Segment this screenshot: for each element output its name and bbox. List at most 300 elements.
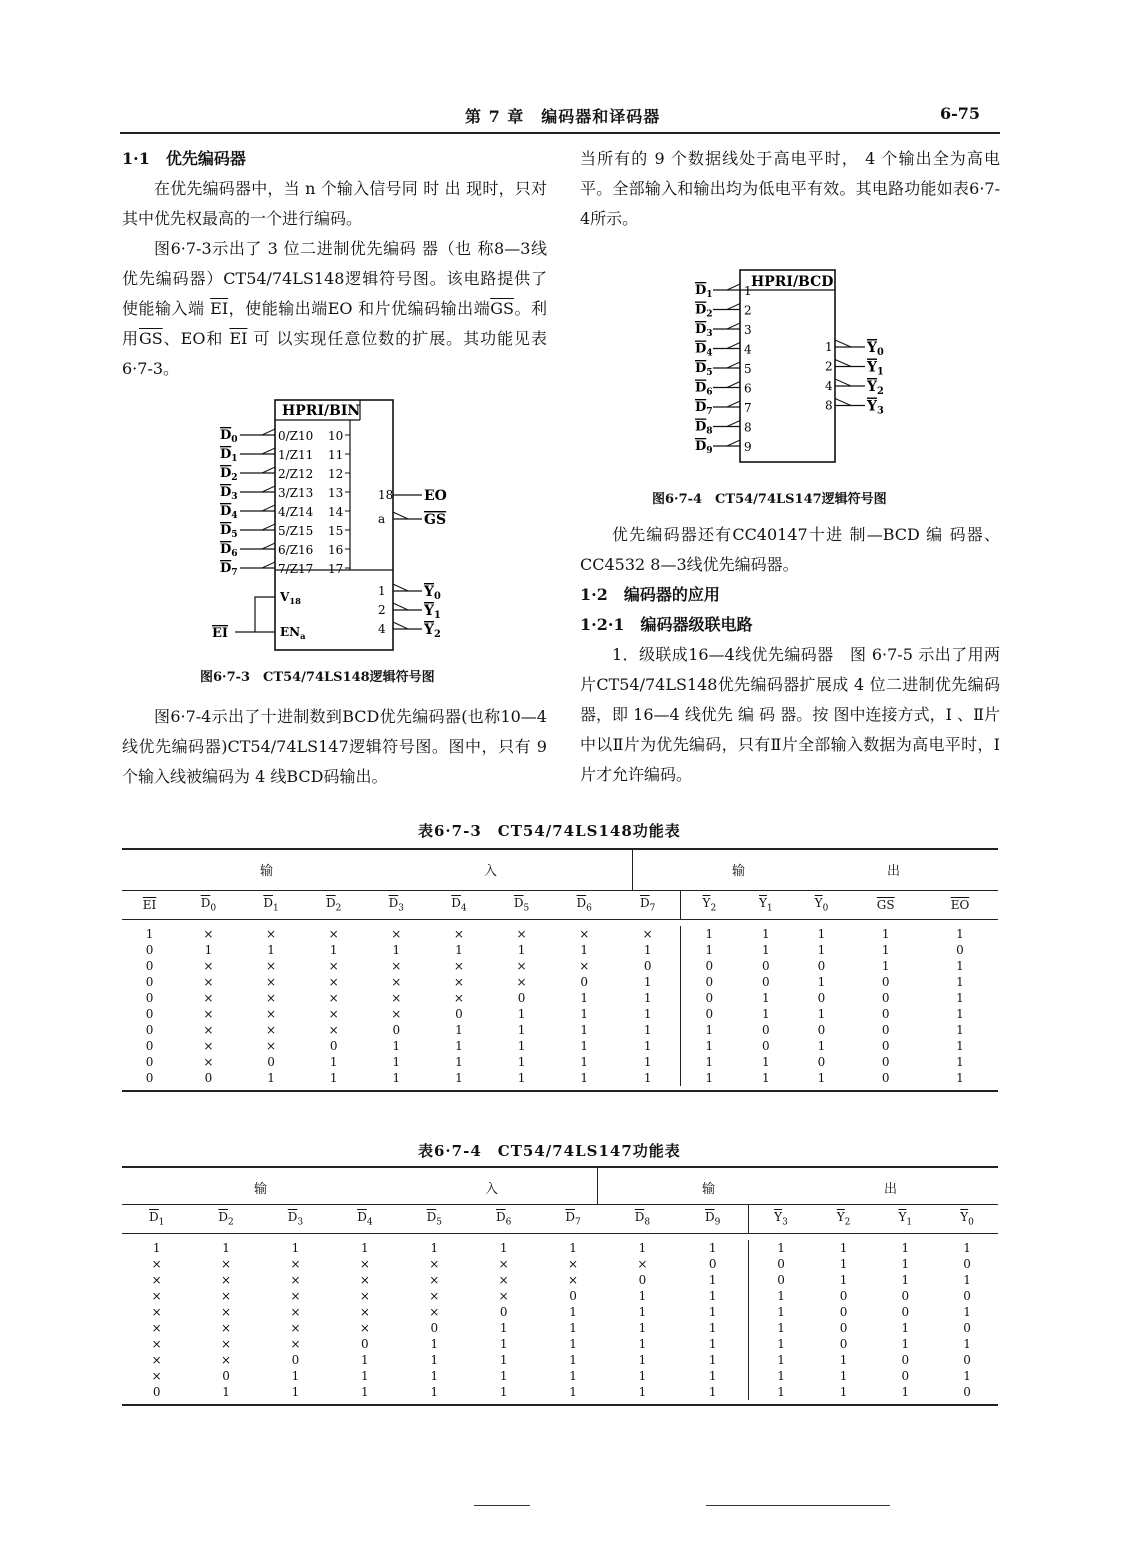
table-cell: × bbox=[203, 975, 214, 989]
ls147-pin: 1 bbox=[744, 284, 752, 298]
table-cell: 1 bbox=[901, 1321, 910, 1335]
ls147-pin: 9 bbox=[744, 440, 752, 454]
table-header-cell: $\overline{EI}$ bbox=[122, 891, 177, 920]
table-header-cell: $\overline{D}_7$ bbox=[538, 1205, 607, 1234]
table-cell: × bbox=[568, 1273, 579, 1287]
table-cell: 1 bbox=[616, 1070, 681, 1086]
table-cell: 0 bbox=[705, 1007, 714, 1021]
table-cell: 0 bbox=[881, 975, 890, 989]
table-cell: 1 bbox=[901, 1257, 910, 1271]
table-cell: × bbox=[498, 1289, 509, 1303]
table-cell: × bbox=[637, 1257, 648, 1271]
table-cell: 1 bbox=[569, 1305, 577, 1319]
ls148-out-pin: 18 bbox=[378, 488, 394, 502]
table-cell: 1 bbox=[455, 943, 463, 957]
table-cell: 0 bbox=[677, 1256, 749, 1272]
table-cell: 1 bbox=[569, 1337, 577, 1351]
ls148-input-d1: $D_1$ bbox=[220, 447, 238, 464]
section-heading-1-2-1: 1·2·1 编码器级联电路 bbox=[580, 615, 753, 634]
table-cell: 1 bbox=[499, 1241, 508, 1255]
ls148-inputs bbox=[212, 428, 350, 641]
table-cell: 1 bbox=[580, 1007, 589, 1021]
table-cell: 1 bbox=[956, 1071, 964, 1085]
table-cell: 0 bbox=[817, 1055, 826, 1069]
table-header-cell: $\overline{D}_0$ bbox=[177, 891, 240, 920]
table-cell: 1 bbox=[638, 1337, 647, 1351]
table-cell: 1 bbox=[761, 1007, 770, 1021]
table-cell: 1 bbox=[956, 991, 964, 1005]
table-cell: 0 bbox=[963, 1289, 971, 1303]
table-cell: 0 bbox=[963, 1257, 971, 1271]
figure-ls148-symbol bbox=[200, 395, 480, 655]
table-cell: 0 bbox=[145, 975, 154, 989]
table-cell: 1 bbox=[881, 959, 890, 973]
table-cell: × bbox=[328, 975, 339, 989]
ls148-input-d0: $D_0$ bbox=[220, 428, 238, 445]
table-cell: × bbox=[265, 1039, 277, 1053]
table-cell: 1 bbox=[455, 1023, 463, 1037]
table-cell: 1 bbox=[705, 1055, 714, 1069]
table-cell: × bbox=[359, 1273, 370, 1287]
table-cell: × bbox=[203, 991, 214, 1005]
table-cell: 1 bbox=[817, 975, 826, 989]
table-cell: × bbox=[203, 1055, 214, 1069]
table-cell: 1 bbox=[329, 1071, 338, 1085]
table-cell: × bbox=[151, 1273, 162, 1287]
table4-title: 表6·7-4 CT54/74LS147功能表 bbox=[418, 1142, 681, 1160]
table4: 输 入 输 出 $\overline{D}_1$ $\overline{D}_2$ $\overline{D}_3$ $\overline{D}_4$ $\overline{D}_5$ $\overline{D}_6$ $\overline{D}_7$ $\overline{D}_8$ $\overline{D}_9$ $\overline{Y}_3$ $\overline{Y}_2$ $\overline{Y}_1$ $\overline{Y}_0$ 1 1 1 1 1 1 1 1 1 1 1 1 1 × × × × × × × × 0 0 1 1 0 × × × × × × × 0 1 0 1 1 1 × × × × × × 0 1 1 1 0 0 0 × × × × × 0 1 1 1 1 0 0 1 × × × × 0 1 1 1 1 1 0 1 0 × × × 0 1 1 1 1 1 1 0 1 1 × × 0 1 1 1 1 1 1 1 1 0 0 × 0 1 1 1 1 1 1 1 1 1 0 1 0 1 1 1 1 1 1 1 1 1 1 1 0 bbox=[122, 1166, 998, 1406]
table-cell: 1 bbox=[616, 1054, 681, 1070]
ls147-outputs bbox=[825, 340, 884, 417]
table-header-cell: $\overline{D}_3$ bbox=[261, 1205, 330, 1234]
table-cell: 0 bbox=[963, 1353, 971, 1367]
table-cell: 1 bbox=[677, 1384, 749, 1400]
ls148-z-label: 13 bbox=[328, 486, 344, 500]
table-cell: 1 bbox=[222, 1385, 230, 1399]
table-cell: 1 bbox=[430, 1241, 439, 1255]
ls147-pin: 2 bbox=[744, 303, 752, 318]
table-cell: × bbox=[516, 959, 527, 973]
table-cell: 1 bbox=[839, 1241, 848, 1255]
table-cell: 1 bbox=[430, 1369, 439, 1383]
ls148-output-y0: $Y_0$ bbox=[424, 584, 441, 602]
table-header-cell: $\overline{Y}_1$ bbox=[874, 1205, 936, 1234]
ls148-title: HPRI/BIN bbox=[282, 403, 361, 419]
table-cell: 1 bbox=[580, 991, 589, 1005]
ls148-z-label: 15 bbox=[328, 524, 344, 538]
table-cell: × bbox=[579, 927, 590, 941]
table-row bbox=[122, 1240, 998, 1256]
table-row bbox=[122, 1320, 998, 1336]
ls147-pin: 3 bbox=[744, 323, 752, 337]
table-row bbox=[122, 1336, 998, 1352]
ls148-out-pin: 4 bbox=[378, 622, 386, 636]
table-header-cell: $\overline{D}_6$ bbox=[553, 891, 616, 920]
paragraph-fig4-intro: 图6·7-4示出了十进制数到BCD优先编码器(也称10—4线优先编码器)CT54/74LS147逻辑符号图。图中，只有 9 个输入线被编码为 4 线BCD码输出。 bbox=[122, 707, 547, 786]
ls147-output-y1: $Y_1$ bbox=[867, 359, 884, 378]
table-cell: 1 bbox=[361, 1353, 369, 1367]
caption-fig-6-7-3: 图6·7-3 CT54/74LS148逻辑符号图 bbox=[200, 670, 435, 685]
table-cell: × bbox=[290, 1289, 301, 1303]
ls147-output-y3: $Y_3$ bbox=[867, 398, 884, 417]
table-cell: 1 bbox=[956, 1023, 964, 1037]
ls148-z-label: 10 bbox=[328, 429, 344, 443]
ls148-pin-label: 5/Z15 bbox=[278, 524, 314, 538]
table-cell: 1 bbox=[291, 1241, 300, 1255]
table-cell: 1 bbox=[580, 1023, 589, 1037]
table-cell: 1 bbox=[580, 1071, 589, 1085]
table-row bbox=[122, 1384, 998, 1400]
ls148-z-label: 12 bbox=[328, 467, 344, 481]
table-cell: × bbox=[265, 991, 277, 1005]
table-row bbox=[122, 958, 998, 974]
table-cell: 1 bbox=[361, 1385, 369, 1399]
table-cell: 1 bbox=[677, 1288, 749, 1304]
table-cell: 1 bbox=[499, 1337, 508, 1351]
table-cell: × bbox=[429, 1273, 440, 1287]
table-cell: 1 bbox=[817, 927, 826, 941]
table-header-cell: $\overline{D}_9$ bbox=[677, 1205, 749, 1234]
table-cell: 0 bbox=[881, 991, 890, 1005]
paragraph-all-high: 当所有的 9 个数据线处于高电平时， 4 个输出全为高电平。全部输入和输出均为低电平有效。其电路功能如表6·7-4所示。 bbox=[580, 149, 1000, 228]
table-cell: 0 bbox=[145, 1007, 154, 1021]
ls148-pin-label: 0/Z10 bbox=[278, 429, 314, 443]
table-cell: 1 bbox=[638, 1385, 647, 1399]
ls148-output-y1: $Y_1$ bbox=[424, 603, 441, 621]
ls147-pin: 8 bbox=[744, 420, 752, 435]
table-cell: × bbox=[516, 927, 527, 941]
table-cell: 1 bbox=[580, 1055, 589, 1069]
caption-fig-6-7-4: 图6·7-4 CT54/74LS147逻辑符号图 bbox=[652, 492, 887, 507]
table-cell: 1 bbox=[677, 1352, 749, 1368]
table-cell: 0 bbox=[901, 1353, 910, 1367]
ls147-inputs bbox=[695, 283, 752, 456]
table-cell: 1 bbox=[499, 1369, 508, 1383]
table-cell: 1 bbox=[499, 1321, 508, 1335]
figure-ls147-symbol bbox=[685, 268, 915, 468]
table-cell: 1 bbox=[956, 1055, 964, 1069]
table-cell: 0 bbox=[145, 1039, 154, 1053]
table-header-cell: $\overline{Y}_0$ bbox=[794, 891, 850, 920]
table-cell: 1 bbox=[569, 1321, 577, 1335]
right-column-top bbox=[580, 144, 1000, 234]
table-cell: 1 bbox=[901, 1241, 910, 1255]
table-cell: 1 bbox=[329, 1055, 338, 1069]
table-row bbox=[122, 926, 998, 942]
table-cell: 0 bbox=[761, 1023, 770, 1037]
table-cell: 1 bbox=[901, 1385, 910, 1399]
table-cell: × bbox=[429, 1257, 440, 1271]
table-cell: 1 bbox=[839, 1385, 848, 1399]
table-cell: 0 bbox=[222, 1369, 230, 1383]
table-cell: × bbox=[265, 1007, 277, 1021]
table-cell: × bbox=[290, 1257, 301, 1271]
table-cell: × bbox=[265, 927, 277, 941]
ls147-pin: 7 bbox=[744, 401, 752, 415]
ls147-input-d2: $D_2$ bbox=[695, 302, 713, 320]
table-cell: 1 bbox=[881, 943, 890, 957]
table-cell: 1 bbox=[222, 1241, 230, 1255]
table-cell: 1 bbox=[777, 1321, 785, 1335]
ls148-input-d7: $D_7$ bbox=[220, 561, 238, 578]
table-cell: × bbox=[328, 959, 339, 973]
paragraph-priority-encoder: 在优先编码器中，当 n 个输入信号同 时 出 现时，只对其中优先权最高的一个进行编码。 bbox=[122, 179, 547, 228]
table-cell: × bbox=[221, 1289, 232, 1303]
ls148-input-d5: $D_5$ bbox=[220, 523, 238, 540]
table-cell: 0 bbox=[839, 1289, 848, 1303]
ls147-input-d1: $D_1$ bbox=[695, 283, 713, 300]
table-cell: 1 bbox=[761, 991, 770, 1005]
table-cell: × bbox=[359, 1289, 370, 1303]
table-cell: × bbox=[453, 927, 464, 941]
table-cell: × bbox=[429, 1289, 440, 1303]
table-cell: × bbox=[265, 959, 277, 973]
page-number: 6-75 bbox=[939, 104, 980, 123]
table-header-cell: $\overline{D}_5$ bbox=[400, 1205, 469, 1234]
table-cell: 1 bbox=[392, 1071, 401, 1085]
table-cell: 1 bbox=[839, 1353, 848, 1367]
table-cell: × bbox=[151, 1305, 162, 1319]
section-heading-1-1: 1·1 优先编码器 bbox=[122, 149, 246, 168]
table-cell: 1 bbox=[569, 1369, 577, 1383]
table-cell: 1 bbox=[517, 1023, 526, 1037]
table-cell: 1 bbox=[677, 1320, 749, 1336]
table-row bbox=[122, 1022, 998, 1038]
table-cell: 1 bbox=[291, 1385, 300, 1399]
ls147-out-pin: 4 bbox=[825, 379, 833, 393]
table-cell: 1 bbox=[761, 927, 770, 941]
table-cell: 1 bbox=[817, 1007, 826, 1021]
table-cell: 0 bbox=[145, 1023, 154, 1037]
table-cell: 1 bbox=[705, 1071, 714, 1085]
table-cell: 0 bbox=[569, 1289, 577, 1303]
table-cell: 0 bbox=[881, 1023, 890, 1037]
table4-grid bbox=[122, 1205, 998, 1400]
table-cell: 1 bbox=[677, 1336, 749, 1352]
table-cell: 1 bbox=[455, 1071, 463, 1085]
table-cell: × bbox=[391, 1007, 402, 1021]
table-cell: 0 bbox=[956, 943, 964, 957]
table-header-cell: $\overline{D}_3$ bbox=[365, 891, 428, 920]
table-cell: 1 bbox=[569, 1241, 577, 1255]
table-cell: 0 bbox=[839, 1305, 848, 1319]
table-cell: 1 bbox=[839, 1257, 848, 1271]
table-cell: 1 bbox=[152, 1241, 161, 1255]
table-cell: 1 bbox=[616, 1022, 681, 1038]
table-cell: 1 bbox=[569, 1353, 577, 1367]
table-cell: 1 bbox=[677, 1368, 749, 1384]
table-cell: 1 bbox=[677, 1240, 749, 1256]
table-header-cell: $\overline{D}_7$ bbox=[616, 891, 681, 920]
ls148-input-d6: $D_6$ bbox=[220, 542, 238, 559]
table-cell: 1 bbox=[839, 1369, 848, 1383]
table-cell: × bbox=[221, 1257, 232, 1271]
table-cell: 0 bbox=[580, 975, 589, 989]
table-cell: 1 bbox=[392, 943, 401, 957]
table-cell: 0 bbox=[963, 1321, 971, 1335]
table-cell: 1 bbox=[517, 1007, 526, 1021]
ls147-pin: 4 bbox=[744, 342, 752, 357]
table-cell: × bbox=[290, 1273, 301, 1287]
table-cell: 0 bbox=[430, 1321, 439, 1335]
ls147-output-y0: $Y_0$ bbox=[867, 340, 884, 358]
table-header-cell: $\overline{EO}$ bbox=[922, 891, 998, 920]
table-row bbox=[122, 1054, 998, 1070]
paragraph-fig3-intro: 图6·7-3示出了 3 位二进制优先编码 器（也 称8—3线优先编码器）CT54/74LS148逻辑符号图。该电路提供了使能输入端 $\overline{EI}$，使能输出端EO 和片优编码输出端$\overline{GS}$。利用$\overline{GS}$、EO和 $\overline{EI}$ 可 以实现任意位数的扩展。其功能见表6·7-3。 bbox=[122, 239, 547, 378]
table-row bbox=[122, 1070, 998, 1086]
table-cell: 1 bbox=[616, 1006, 681, 1022]
table-cell: × bbox=[516, 975, 527, 989]
table-cell: 1 bbox=[638, 1241, 647, 1255]
ls148-out-pin: a bbox=[378, 512, 386, 526]
table-cell: 1 bbox=[580, 943, 589, 957]
table-header-cell: $\overline{D}_1$ bbox=[240, 891, 303, 920]
ls148-input-ei: EI bbox=[212, 626, 228, 641]
table-cell: × bbox=[328, 927, 339, 941]
table-header-cell: $\overline{Y}_3$ bbox=[749, 1205, 813, 1234]
table-cell: × bbox=[203, 1007, 214, 1021]
ls148-out-pin: 1 bbox=[378, 584, 386, 598]
table-cell: 1 bbox=[392, 1055, 401, 1069]
table-cell: 1 bbox=[638, 1289, 647, 1303]
table-cell: 1 bbox=[267, 1071, 275, 1085]
table-cell: 0 bbox=[817, 991, 826, 1005]
section-heading-1-2: 1·2 编码器的应用 bbox=[580, 585, 720, 604]
table-cell: 0 bbox=[145, 959, 154, 973]
ls147-input-d5: $D_5$ bbox=[695, 361, 713, 378]
table-cell: 0 bbox=[881, 1039, 890, 1053]
table-cell: 0 bbox=[881, 1007, 890, 1021]
table-cell: 0 bbox=[455, 1007, 463, 1021]
table-cell: × bbox=[391, 975, 402, 989]
table-cell: × bbox=[290, 1305, 301, 1319]
ls147-out-pin: 8 bbox=[825, 398, 833, 413]
table-row bbox=[122, 1352, 998, 1368]
table-cell: 1 bbox=[956, 927, 964, 941]
ls147-input-d7: $D_7$ bbox=[695, 400, 713, 417]
table-cell: 1 bbox=[616, 974, 681, 990]
table-cell: × bbox=[221, 1353, 232, 1367]
table-header-cell: $\overline{D}_5$ bbox=[490, 891, 553, 920]
paragraph-cascade: 1．级联成16—4线优先编码器 图 6·7-5 示出了用两片CT54/74LS148优先编码器扩展成 4 位二进制优先编码器，即 16—4 线优先 编 码 器。按 图中连接方式，Ⅰ 、Ⅱ片中以Ⅱ片为优先编码，只有Ⅱ片全部输入数据为高电平时，Ⅰ片才允许编码。 bbox=[580, 645, 1000, 784]
table-cell: 1 bbox=[963, 1241, 971, 1255]
chapter-title: 第 7 章 编码器和译码器 bbox=[465, 107, 661, 126]
table-row bbox=[122, 1256, 998, 1272]
table-cell: 1 bbox=[956, 1007, 964, 1021]
ls147-input-d9: $D_9$ bbox=[695, 439, 713, 456]
table-cell: 1 bbox=[761, 943, 770, 957]
table-cell: 1 bbox=[392, 1039, 401, 1053]
table-cell: 0 bbox=[901, 1369, 910, 1383]
table-cell: 0 bbox=[705, 975, 714, 989]
ls148-pin-label: 7/Z17 bbox=[278, 562, 314, 576]
table-header-cell: $\overline{D}_4$ bbox=[428, 891, 491, 920]
ls148-outputs bbox=[378, 488, 447, 640]
table-cell: 1 bbox=[580, 1039, 589, 1053]
table-cell: × bbox=[579, 959, 590, 973]
table-cell: 0 bbox=[881, 1055, 890, 1069]
table-cell: 0 bbox=[901, 1289, 910, 1303]
table-cell: 1 bbox=[777, 1385, 785, 1399]
table-cell: × bbox=[328, 991, 339, 1005]
table-cell: × bbox=[568, 1257, 579, 1271]
table-cell: 0 bbox=[705, 959, 714, 973]
table-cell: 1 bbox=[638, 1305, 647, 1319]
table-cell: 1 bbox=[705, 943, 714, 957]
table-cell: 0 bbox=[761, 959, 770, 973]
table-cell: × bbox=[429, 1305, 440, 1319]
table-cell: 0 bbox=[361, 1337, 369, 1351]
ls147-title: HPRI/BCD bbox=[751, 274, 834, 290]
table-row bbox=[122, 974, 998, 990]
ls147-box bbox=[740, 270, 835, 462]
table-cell: 0 bbox=[839, 1321, 848, 1335]
table-header-cell: $\overline{D}_4$ bbox=[330, 1205, 399, 1234]
table-cell: × bbox=[453, 959, 464, 973]
ls148-input-d3: $D_3$ bbox=[220, 485, 238, 502]
table-cell: 0 bbox=[705, 991, 714, 1005]
table-cell: 1 bbox=[517, 1071, 526, 1085]
table-cell: 0 bbox=[777, 1257, 785, 1271]
ls148-pin-label: 1/Z11 bbox=[278, 448, 314, 462]
table-cell: × bbox=[151, 1353, 162, 1367]
table-cell: 1 bbox=[430, 1337, 439, 1351]
table-cell: 0 bbox=[392, 1023, 401, 1037]
table-row bbox=[122, 990, 998, 1006]
table-cell: 0 bbox=[145, 943, 154, 957]
table-cell: 1 bbox=[616, 990, 681, 1006]
ls147-out-pin: 2 bbox=[825, 359, 833, 374]
table-header-cell: $\overline{Y}_2$ bbox=[813, 1205, 875, 1234]
ls148-z-label: 16 bbox=[328, 543, 344, 557]
table-cell: 0 bbox=[291, 1353, 300, 1367]
table-header-cell: $\overline{GS}$ bbox=[849, 891, 922, 920]
table-cell: × bbox=[498, 1273, 509, 1287]
ls148-pin-label: 2/Z12 bbox=[278, 467, 314, 481]
table-cell: 1 bbox=[638, 1369, 647, 1383]
table-cell: 1 bbox=[963, 1305, 971, 1319]
table-cell: × bbox=[453, 975, 464, 989]
table-cell: × bbox=[221, 1305, 232, 1319]
footer-mark bbox=[474, 1505, 530, 1506]
table-cell: 0 bbox=[145, 1055, 154, 1069]
ls148-output-eo: EO bbox=[424, 488, 447, 504]
ls148-input-d2: $D_2$ bbox=[220, 466, 238, 483]
ls148-out-pin: 2 bbox=[378, 603, 386, 617]
ls148-pin-label: 3/Z13 bbox=[278, 486, 314, 500]
table-cell: 1 bbox=[455, 1055, 463, 1069]
table-row bbox=[122, 1038, 998, 1054]
table-cell: × bbox=[203, 1039, 214, 1053]
table-cell: 1 bbox=[901, 1273, 910, 1287]
table-cell: 0 bbox=[616, 958, 681, 974]
table-cell: × bbox=[391, 959, 402, 973]
table-cell: × bbox=[221, 1337, 232, 1351]
table-header-cell: $\overline{D}_1$ bbox=[122, 1205, 191, 1234]
table-cell: 1 bbox=[638, 1321, 647, 1335]
table-cell: 0 bbox=[145, 991, 154, 1005]
table-cell: × bbox=[221, 1321, 232, 1335]
table-cell: 1 bbox=[569, 1385, 577, 1399]
table-cell: × bbox=[203, 927, 214, 941]
table-cell: 1 bbox=[361, 1241, 369, 1255]
ls147-input-d6: $D_6$ bbox=[695, 380, 713, 398]
table-cell: 1 bbox=[204, 943, 213, 957]
right-column-bottom bbox=[580, 520, 1000, 790]
table-cell: 1 bbox=[761, 1071, 770, 1085]
table-cell: 0 bbox=[817, 1023, 826, 1037]
table-cell: 1 bbox=[817, 1071, 826, 1085]
